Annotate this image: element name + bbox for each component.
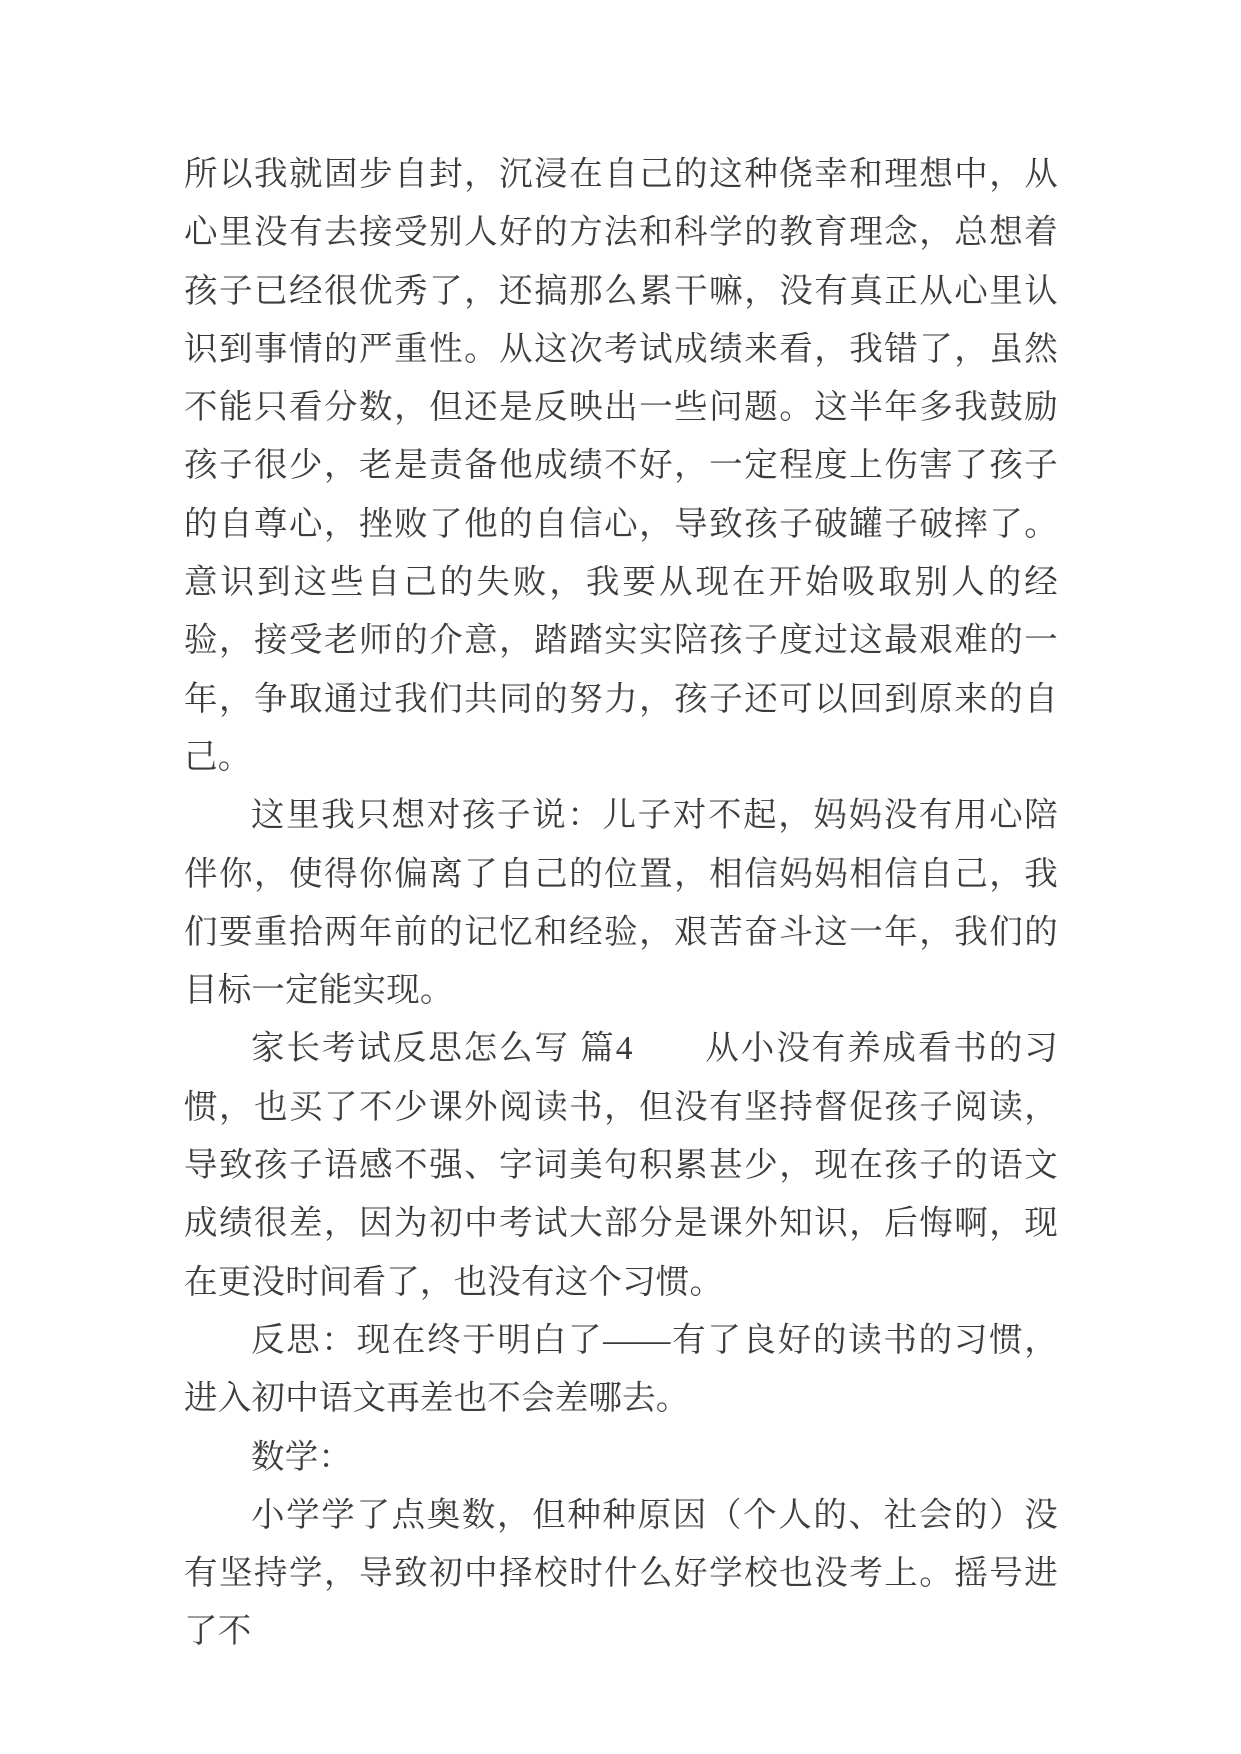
paragraph-apology-to-child: 这里我只想对孩子说：儿子对不起，妈妈没有用心陪伴你，使得你偏离了自己的位置，相信妈妈相信自己，我们要重拾两年前的记忆和经验，艰苦奋斗这一年，我们的目标一定能实现。	[184, 797, 1058, 1010]
paragraph-math-heading: 数学：	[251, 1438, 353, 1476]
paragraph-section-4-reading-habit: 家长考试反思怎么写 篇4 从小没有养成看书的习惯，也买了不少课外阅读书，但没有坚持督促孩子阅读，导致孩子语感不强、字词美句积累甚少，现在孩子的语文成绩很差，因为初中考试大部分是课外知识，后悔啊，现在更没时间看了，也没有这个习惯。	[184, 1030, 1058, 1301]
paragraph-reflection-continued: 所以我就固步自封，沉浸在自己的这种侥幸和理想中，从心里没有去接受别人好的方法和科学的教育理念，总想着孩子已经很优秀了，还搞那么累干嘛，没有真正从心里认识到事情的严重性。从这次考试成绩来看，我错了，虽然不能只看分数，但还是反映出一些问题。这半年多我鼓励孩子很少，老是责备他成绩不好，一定程度上伤害了孩子的自尊心，挫败了他的自信心，导致孩子破罐子破摔了。意识到这些自己的失败，我要从现在开始吸取别人的经验，接受老师的介意，踏踏实实陪孩子度过这最艰难的一年，争取通过我们共同的努力，孩子还可以回到原来的自己。	[184, 156, 1058, 776]
document-body	[184, 146, 1058, 1662]
paragraph-chinese-reflection: 反思：现在终于明白了——有了良好的读书的习惯，进入初中语文再差也不会差哪去。	[184, 1321, 1058, 1418]
paragraph-math-detail: 小学学了点奥数，但种种原因（个人的、社会的）没有坚持学，导致初中择校时什么好学校也没考上。摇号进了不	[184, 1496, 1058, 1651]
